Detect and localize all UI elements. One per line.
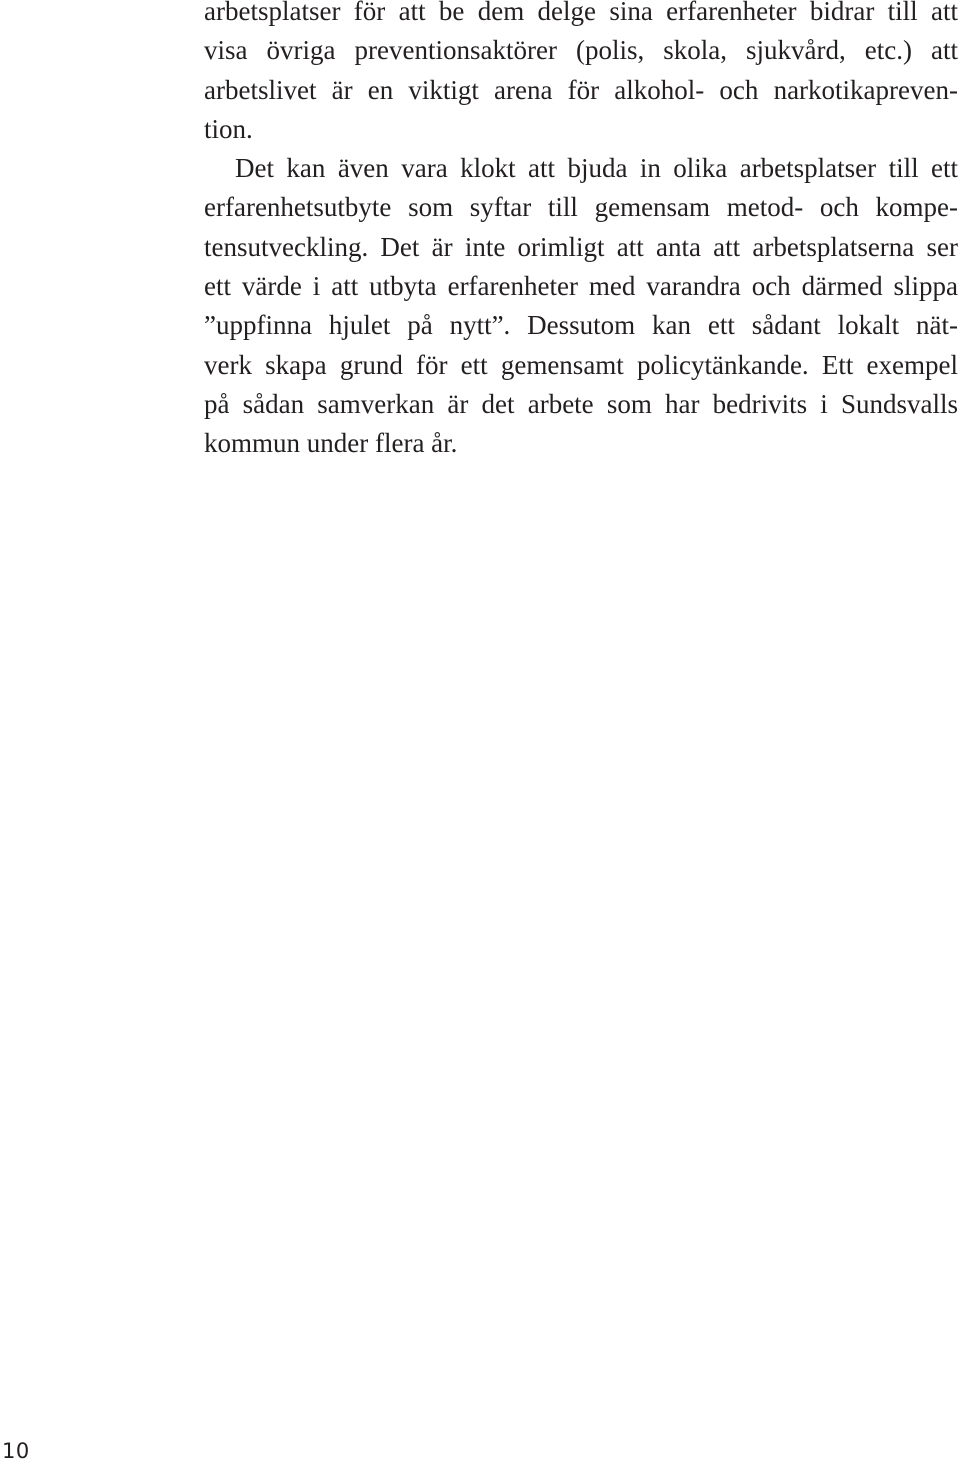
text-line: tion. xyxy=(204,113,253,144)
text-line: verk skapa grund för ett gemensamt policytänkande. Ett exempel xyxy=(204,349,958,380)
paragraph-continued xyxy=(204,0,958,149)
text-line: på sådan samverkan är det arbete som har bedrivits i Sundsvalls xyxy=(204,388,958,419)
page-number: 10 xyxy=(2,1439,30,1463)
paragraph xyxy=(204,149,958,463)
text-line: visa övriga preventionsaktörer (polis, skola, sjukvård, etc.) att xyxy=(204,35,958,66)
text-line: ”uppfinna hjulet på nytt”. Dessutom kan ett sådant lokalt nät- xyxy=(204,310,958,341)
text-line: erfarenhetsutbyte som syftar till gemensam metod- och kompe- xyxy=(204,192,958,223)
body-text xyxy=(204,0,958,464)
text-line: tensutveckling. Det är inte orimligt att anta att arbetsplatserna ser xyxy=(204,231,958,262)
text-line: ett värde i att utbyta erfarenheter med varandra och därmed slippa xyxy=(204,271,958,302)
text-line: kommun under flera år. xyxy=(204,428,458,459)
text-line: arbetslivet är en viktigt arena för alkohol- och narkotikapreven- xyxy=(204,74,958,105)
text-line: arbetsplatser för att be dem delge sina erfarenheter bidrar till att xyxy=(204,0,958,26)
text-line: Det kan även vara klokt att bjuda in olika arbetsplatser till ett xyxy=(235,153,958,184)
